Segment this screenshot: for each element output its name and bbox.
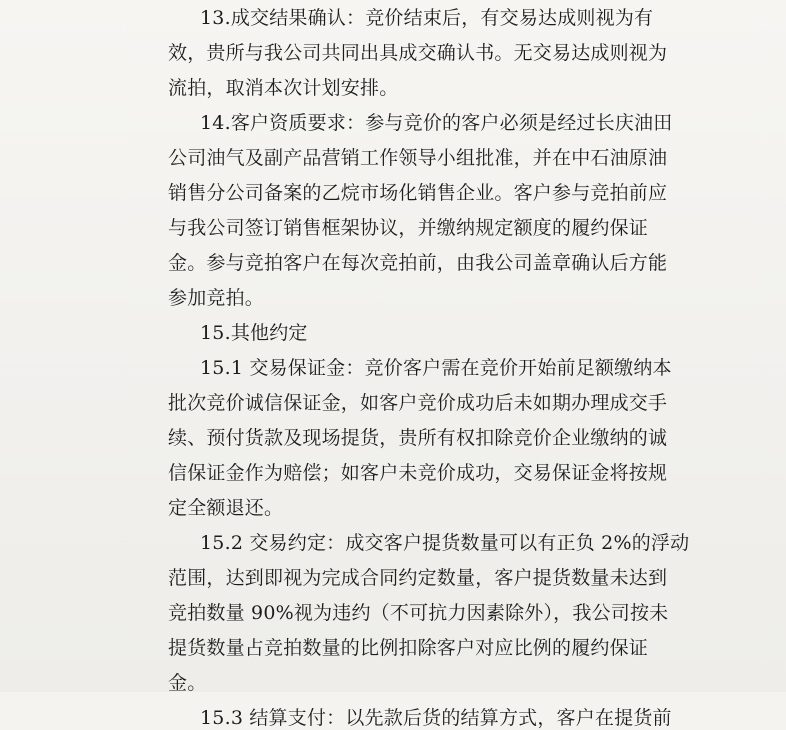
text-line: 定全额退还。 <box>168 497 284 519</box>
text-line: 销售分公司备案的乙烷市场化销售企业。客户参与竞拍前应 <box>168 182 668 204</box>
text-line-clause-14-title: 14.客户资质要求：参与竞价的客户必须是经过长庆油田 <box>200 112 673 134</box>
text-line: 参加竞拍。 <box>168 287 265 309</box>
text-line: 范围，达到即视为完成合同约定数量，客户提货数量未达到 <box>168 567 668 589</box>
text-line-clause-15-3-title: 15.3 结算支付：以先款后货的结算方式，客户在提货前 <box>200 707 672 729</box>
text-line-clause-15-1-title: 15.1 交易保证金：竞价客户需在竞价开始前足额缴纳本 <box>200 357 672 379</box>
text-line: 续、预付货款及现场提货，贵所有权扣除竞价企业缴纳的诚 <box>168 427 668 449</box>
text-line-clause-15-2-title: 15.2 交易约定：成交客户提货数量可以有正负 2%的浮动 <box>200 532 690 554</box>
text-line: 批次竞价诚信保证金，如客户竞价成功后未如期办理成交手 <box>168 392 668 414</box>
text-line-clause-13-title: 13.成交结果确认：竞价结束后，有交易达成则视为有 <box>200 7 654 29</box>
text-line: 效，贵所与我公司共同出具成交确认书。无交易达成则视为 <box>168 42 668 64</box>
text-line: 公司油气及副产品营销工作领导小组批准，并在中石油原油 <box>168 147 668 169</box>
text-line: 金。参与竞拍客户在每次竞拍前，由我公司盖章确认后方能 <box>168 252 668 274</box>
text-line: 流拍，取消本次计划安排。 <box>168 77 399 99</box>
text-line: 信保证金作为赔偿；如客户未竞价成功，交易保证金将按规 <box>168 462 668 484</box>
text-line: 竞拍数量 90%视为违约（不可抗力因素除外），我公司按未 <box>168 602 669 624</box>
text-line: 与我公司签订销售框架协议，并缴纳规定额度的履约保证 <box>168 217 649 239</box>
text-line: 金。 <box>168 672 207 694</box>
section-heading-15: 15.其他约定 <box>200 322 308 344</box>
text-line: 提货数量占竞拍数量的比例扣除客户对应比例的履约保证 <box>168 637 649 659</box>
